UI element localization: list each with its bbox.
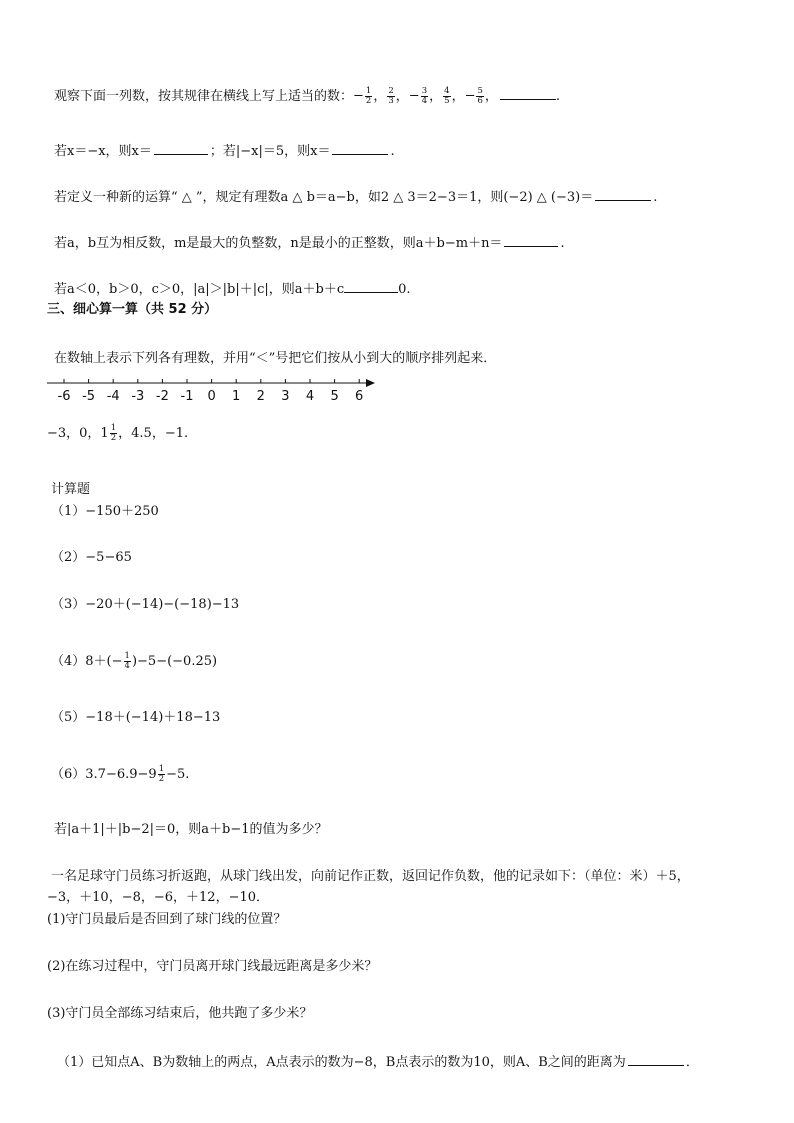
number-line xyxy=(47,375,377,407)
number-line-tick-label: 4 xyxy=(305,389,315,404)
number-line-tick-label: 5 xyxy=(330,389,339,404)
goalkeeper-subquestion-2: (2)在练习过程中，守门员离开球门线最远距离是多少米？ xyxy=(47,959,378,974)
number-line-tick-label: 0 xyxy=(207,389,216,404)
calc-item-2: （2）−5−65 xyxy=(51,550,132,565)
number-line-tick-label: -3 xyxy=(131,389,145,404)
number-line-tick-label: 2 xyxy=(256,389,265,404)
number-line-tick-label: 3 xyxy=(281,389,290,404)
numbers-to-plot: −3，0，1 $\frac{1}{2}$ ，4.5，−1. xyxy=(47,423,189,443)
answer-blank[interactable] xyxy=(344,279,398,293)
goalkeeper-subquestion-3: (3)守门员全部练习结束后，他共跑了多少米？ xyxy=(47,1006,313,1021)
question-sign-comparison: 若a＜0，b＞0，c＞0，|a|＞|b|＋|c|，则a＋b＋c 0. xyxy=(54,279,411,299)
number-line-tick-label: 6 xyxy=(355,389,364,404)
question-goalkeeper-line1: 一名足球守门员练习折返跑，从球门线出发，向前记作正数，返回记作负数，他的记录如下：（单位：米）＋5， xyxy=(51,869,690,884)
calc-item-6: （6）3.7−6.9−9 $\frac{1}{2}$ −5. xyxy=(51,764,190,784)
minus-sign: − xyxy=(408,88,420,104)
section-title: 三、细心算一算（共 52 分） xyxy=(47,302,218,317)
calc-item-3: （3）−20＋(−14)−(−18)−13 xyxy=(51,597,240,612)
answer-blank[interactable] xyxy=(628,1052,684,1066)
answer-blank[interactable] xyxy=(504,233,558,247)
sequence-fraction: $\frac{1}{2}$ xyxy=(365,86,372,106)
number-line-tick-label: 1 xyxy=(232,389,241,404)
answer-blank[interactable] xyxy=(500,86,556,100)
question-opposite-numbers: 若a，b互为相反数，m是最大的负整数，n是最小的正整数，则a＋b−m＋n＝ . xyxy=(54,233,565,253)
calc-item-1: （1）−150＋250 xyxy=(51,504,159,519)
question-text: 观察下面一列数，按其规律在横线上写上适当的数： xyxy=(54,89,354,104)
sequence-fraction: $\frac{5}{6}$ xyxy=(477,86,483,106)
fraction: $\frac{1}{4}$ xyxy=(124,651,130,671)
number-line-arrow-icon xyxy=(366,379,375,387)
question-goalkeeper-line2: −3，＋10，−8，−6，＋12，−10． xyxy=(47,890,270,905)
number-line-tick-label: -6 xyxy=(57,389,71,404)
calc-title: 计算题 xyxy=(51,482,91,497)
mixed-fraction: $\frac{1}{2}$ xyxy=(158,764,165,784)
question-new-operation: 若定义一种新的运算“ △ ”，规定有理数a △ b＝a−b，如2 △ 3＝2−3＝1，则(−2) △ (−3)＝ . xyxy=(54,187,657,207)
answer-blank-2[interactable] xyxy=(332,141,388,155)
calc-item-5: （5）−18＋(−14)＋18−13 xyxy=(51,710,221,725)
calc-item-4: （4）8＋(− $\frac{1}{4}$ )−5−(−0.25) xyxy=(51,651,218,671)
sequence-fraction: $\frac{3}{4}$ xyxy=(421,86,428,106)
number-line-tick-label: -5 xyxy=(82,389,96,404)
minus-sign: − xyxy=(353,88,364,104)
mixed-fraction: $\frac{1}{2}$ xyxy=(110,423,117,443)
number-line-tick-label: -2 xyxy=(155,389,169,404)
question-absolute-value: 若x＝−x，则x＝ ；若|−x|＝5，则x＝ . xyxy=(54,141,395,161)
question-sequence: 观察下面一列数，按其规律在横线上写上适当的数：− $\frac{1}{2}$ ， $\frac{2}{3}$ ，− $\frac{3}{4}$ ， $\frac{4}{5}$ ，− $\frac{5}{6}$ ， . xyxy=(54,86,561,106)
question-distance: （1）已知点A、B为数轴上的两点，A点表示的数为−8，B点表示的数为10，则A、B之间的距离为 ． xyxy=(57,1052,699,1072)
goalkeeper-subquestion-1: (1)守门员最后是否回到了球门线的位置？ xyxy=(47,912,287,927)
question-absolute-sum: 若|a＋1|＋|b−2|＝0，则a＋b−1的值为多少？ xyxy=(54,822,328,837)
minus-sign: − xyxy=(464,88,476,104)
sequence-fraction: $\frac{2}{3}$ xyxy=(388,86,394,106)
sequence-fraction: $\frac{4}{5}$ xyxy=(444,86,450,106)
number-line-tick-label: -1 xyxy=(180,389,194,404)
number-line-tick-label: -4 xyxy=(106,389,120,404)
answer-blank-1[interactable] xyxy=(154,141,208,155)
fraction-sequence: − $\frac{1}{2}$ ， $\frac{2}{3}$ ，− $\frac{3}{4}$ ， $\frac{4}{5}$ ，− $\frac{5}{6}$ ， xyxy=(353,86,498,106)
question-number-line-text: 在数轴上表示下列各有理数，并用“＜”号把它们按从小到大的顺序排列起来． xyxy=(54,351,497,366)
answer-blank[interactable] xyxy=(595,187,651,201)
